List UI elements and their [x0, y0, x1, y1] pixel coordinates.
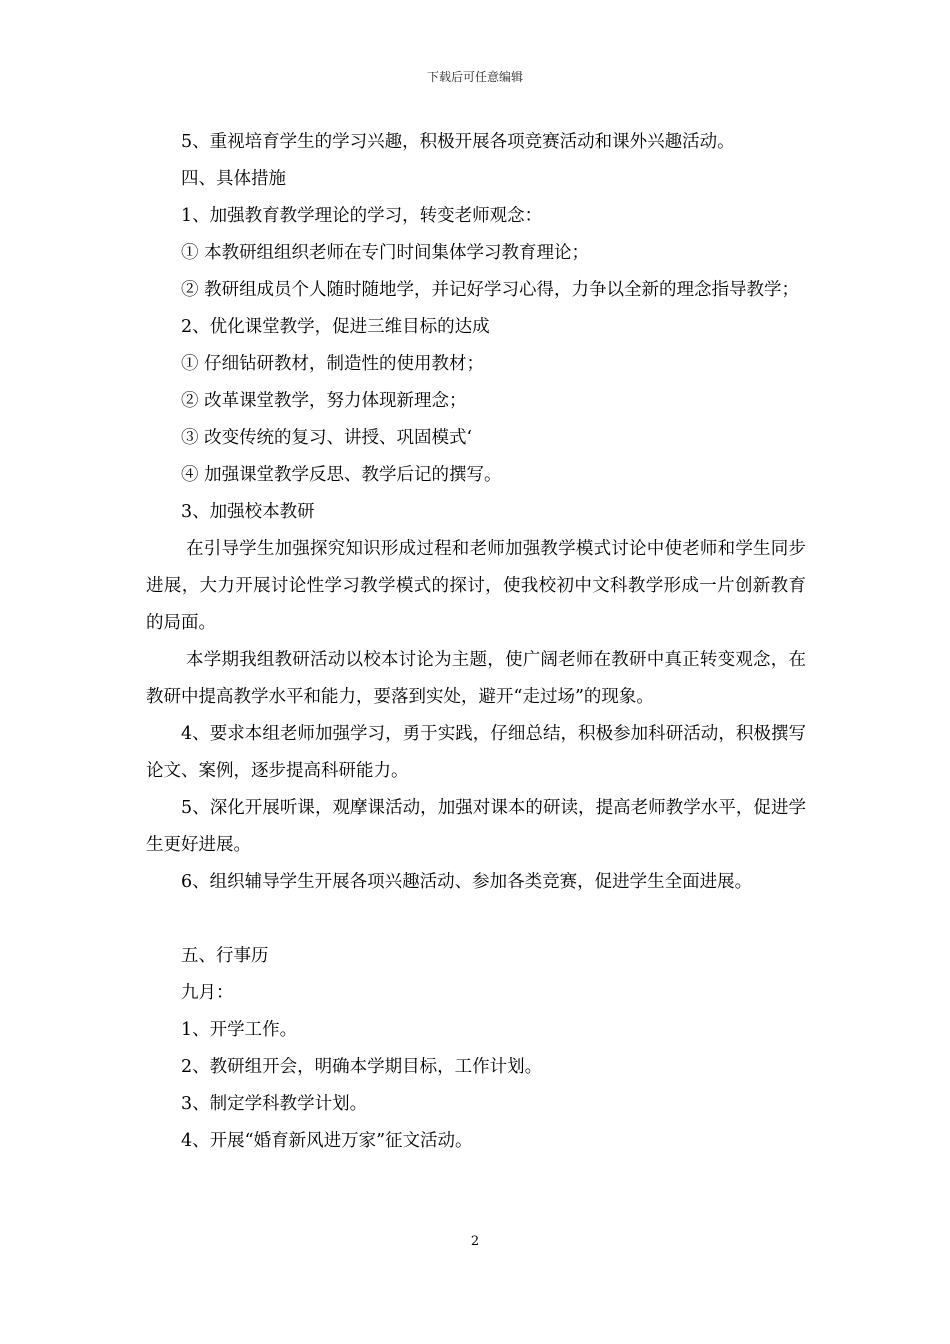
list-item: 2、教研组开会，明确本学期目标，工作计划。 — [181, 1057, 543, 1077]
list-item: ② 改革课堂教学，努力体现新理念； — [181, 391, 467, 411]
list-item: ④ 加强课堂教学反思、教学后记的撰写。 — [181, 465, 502, 485]
list-item: 3、制定学科教学计划。 — [181, 1094, 368, 1114]
page-header-note: 下载后可任意编辑 — [426, 70, 523, 84]
list-item: 1、开学工作。 — [181, 1020, 298, 1040]
list-item: ① 仔细钻研教材，制造性的使用教材； — [181, 354, 485, 374]
page-number: 2 — [470, 1234, 480, 1249]
paragraph: 6、组织辅导学生开展各项兴趣活动、参加各类竞赛，促进学生全面进展。 — [181, 872, 753, 892]
list-item: ① 本教研组组织老师在专门时间集体学习教育理论； — [181, 243, 590, 263]
list-item: ③ 改变传统的复习、讲授、巩固模式‘ — [181, 428, 473, 448]
paragraph: 本学期我组教研活动以校本讨论为主题，使广阔老师在教研中真正转变观念，在教研中提高教学水平和能力，要落到实处，避开“走过场”的现象。 — [146, 650, 806, 707]
paragraph: 3、加强校本教研 — [181, 502, 315, 522]
paragraph: 5、深化开展听课，观摩课活动，加强对课本的研读，提高老师教学水平，促进学生更好进展。 — [146, 798, 806, 855]
paragraph: 九月： — [181, 983, 234, 1003]
document-body — [146, 124, 806, 1160]
section-heading: 五、行事历 — [181, 946, 269, 966]
blank-line — [146, 901, 806, 938]
paragraph: 在引导学生加强探究知识形成过程和老师加强教学模式讨论中使老师和学生同步进展，大力开展讨论性学习教学模式的探讨，使我校初中文科教学形成一片创新教育的局面。 — [146, 539, 806, 633]
paragraph: 5、重视培育学生的学习兴趣，积极开展各项竞赛活动和课外兴趣活动。 — [181, 132, 735, 152]
paragraph: 1、加强教育教学理论的学习，转变老师观念： — [181, 206, 543, 226]
list-item: ② 教研组成员个人随时随地学，并记好学习心得，力争以全新的理念指导教学； — [181, 280, 800, 300]
paragraph: 4、要求本组老师加强学习，勇于实践，仔细总结，积极参加科研活动，积极撰写论文、案例，逐步提高科研能力。 — [146, 724, 806, 781]
paragraph: 2、优化课堂教学，促进三维目标的达成 — [181, 317, 490, 337]
list-item: 4、开展“婚育新风进万家”征文活动。 — [181, 1131, 473, 1151]
section-heading: 四、具体措施 — [181, 169, 286, 189]
